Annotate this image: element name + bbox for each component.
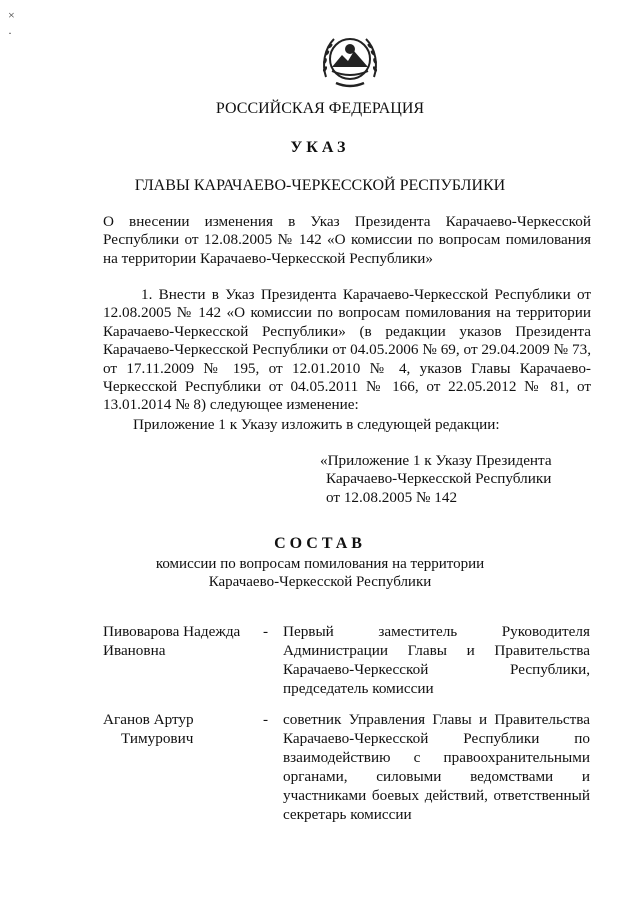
country-heading: РОССИЙСКАЯ ФЕДЕРАЦИЯ [215,100,425,117]
composition-heading: СОСТАВ [274,535,366,552]
composition-subtitle-line: Карачаево-Черкесской Республики [208,574,432,590]
member-name-line: Тимурович [121,730,194,747]
body-paragraph-1 [103,286,591,415]
margin-marks [8,8,15,44]
member-role: советник Управления Главы и Правительства Карачаево-Черкесской Республики по взаимодействию с правоохранительными органами, силовыми ведомствами и участниками боевых действий, ответственный секретарь комиссии [283,711,590,823]
appendix-note-line: «Приложение 1 к Указу Президента [320,452,552,469]
coat-of-arms-icon [318,27,382,91]
paragraph-text: 1. Внести в Указ Президента Карачаево-Черкесской Республики от 12.08.2005 № 142 «О комиссии по вопросам помилования на территории Карачаево-Черкесской Республики» (в редакции указов Президента Карачаево-Черкесской Республики от 04.05.2006 № 69, от 29.04.2009 № 73, от 17.11.2009 № 195, от 12.01.2010 № 4, указов Главы Карачаево-Черкесской Республики от 04.05.2011 № 166, от 22.05.2012 № 81, от 13.01.2014 № 8) следующее изменение: [103,286,591,414]
member-role: Первый заместитель Руководителя Администрации Главы и Правительства Карачаево-Черкесской Республики, председатель комиссии [283,623,590,697]
appendix-note-line: от 12.08.2005 № 142 [326,488,458,506]
doc-type-heading: УКАЗ [290,139,350,156]
appendix-note-line: Карачаево-Черкесской Республики [326,470,552,488]
composition-subtitle-line: комиссии по вопросам помилования на территории [155,556,485,572]
member-name-line: Пивоварова Надежда [103,623,241,640]
member-dash: - [263,711,269,728]
document-title: О внесении изменения в Указ Президента Карачаево-Черкесской Республики от 12.08.2005 № 142 «О комиссии по вопросам помилования на территории Карачаево-Черкесской Республики» [103,213,591,267]
member-name [103,622,253,660]
composition-subtitle [0,555,640,591]
issuer-heading: ГЛАВЫ КАРАЧАЕВО-ЧЕРКЕССКОЙ РЕСПУБЛИКИ [134,177,506,194]
margin-mark: × [8,8,15,22]
member-name [103,710,253,748]
margin-mark: · [8,26,12,40]
member-name-line: Аганов Артур [103,711,194,728]
appendix-note [320,452,590,507]
member-dash: - [263,623,269,640]
member-name-line: Ивановна [103,642,166,659]
body-paragraph-2: Приложение 1 к Указу изложить в следующей редакции: [133,416,500,433]
